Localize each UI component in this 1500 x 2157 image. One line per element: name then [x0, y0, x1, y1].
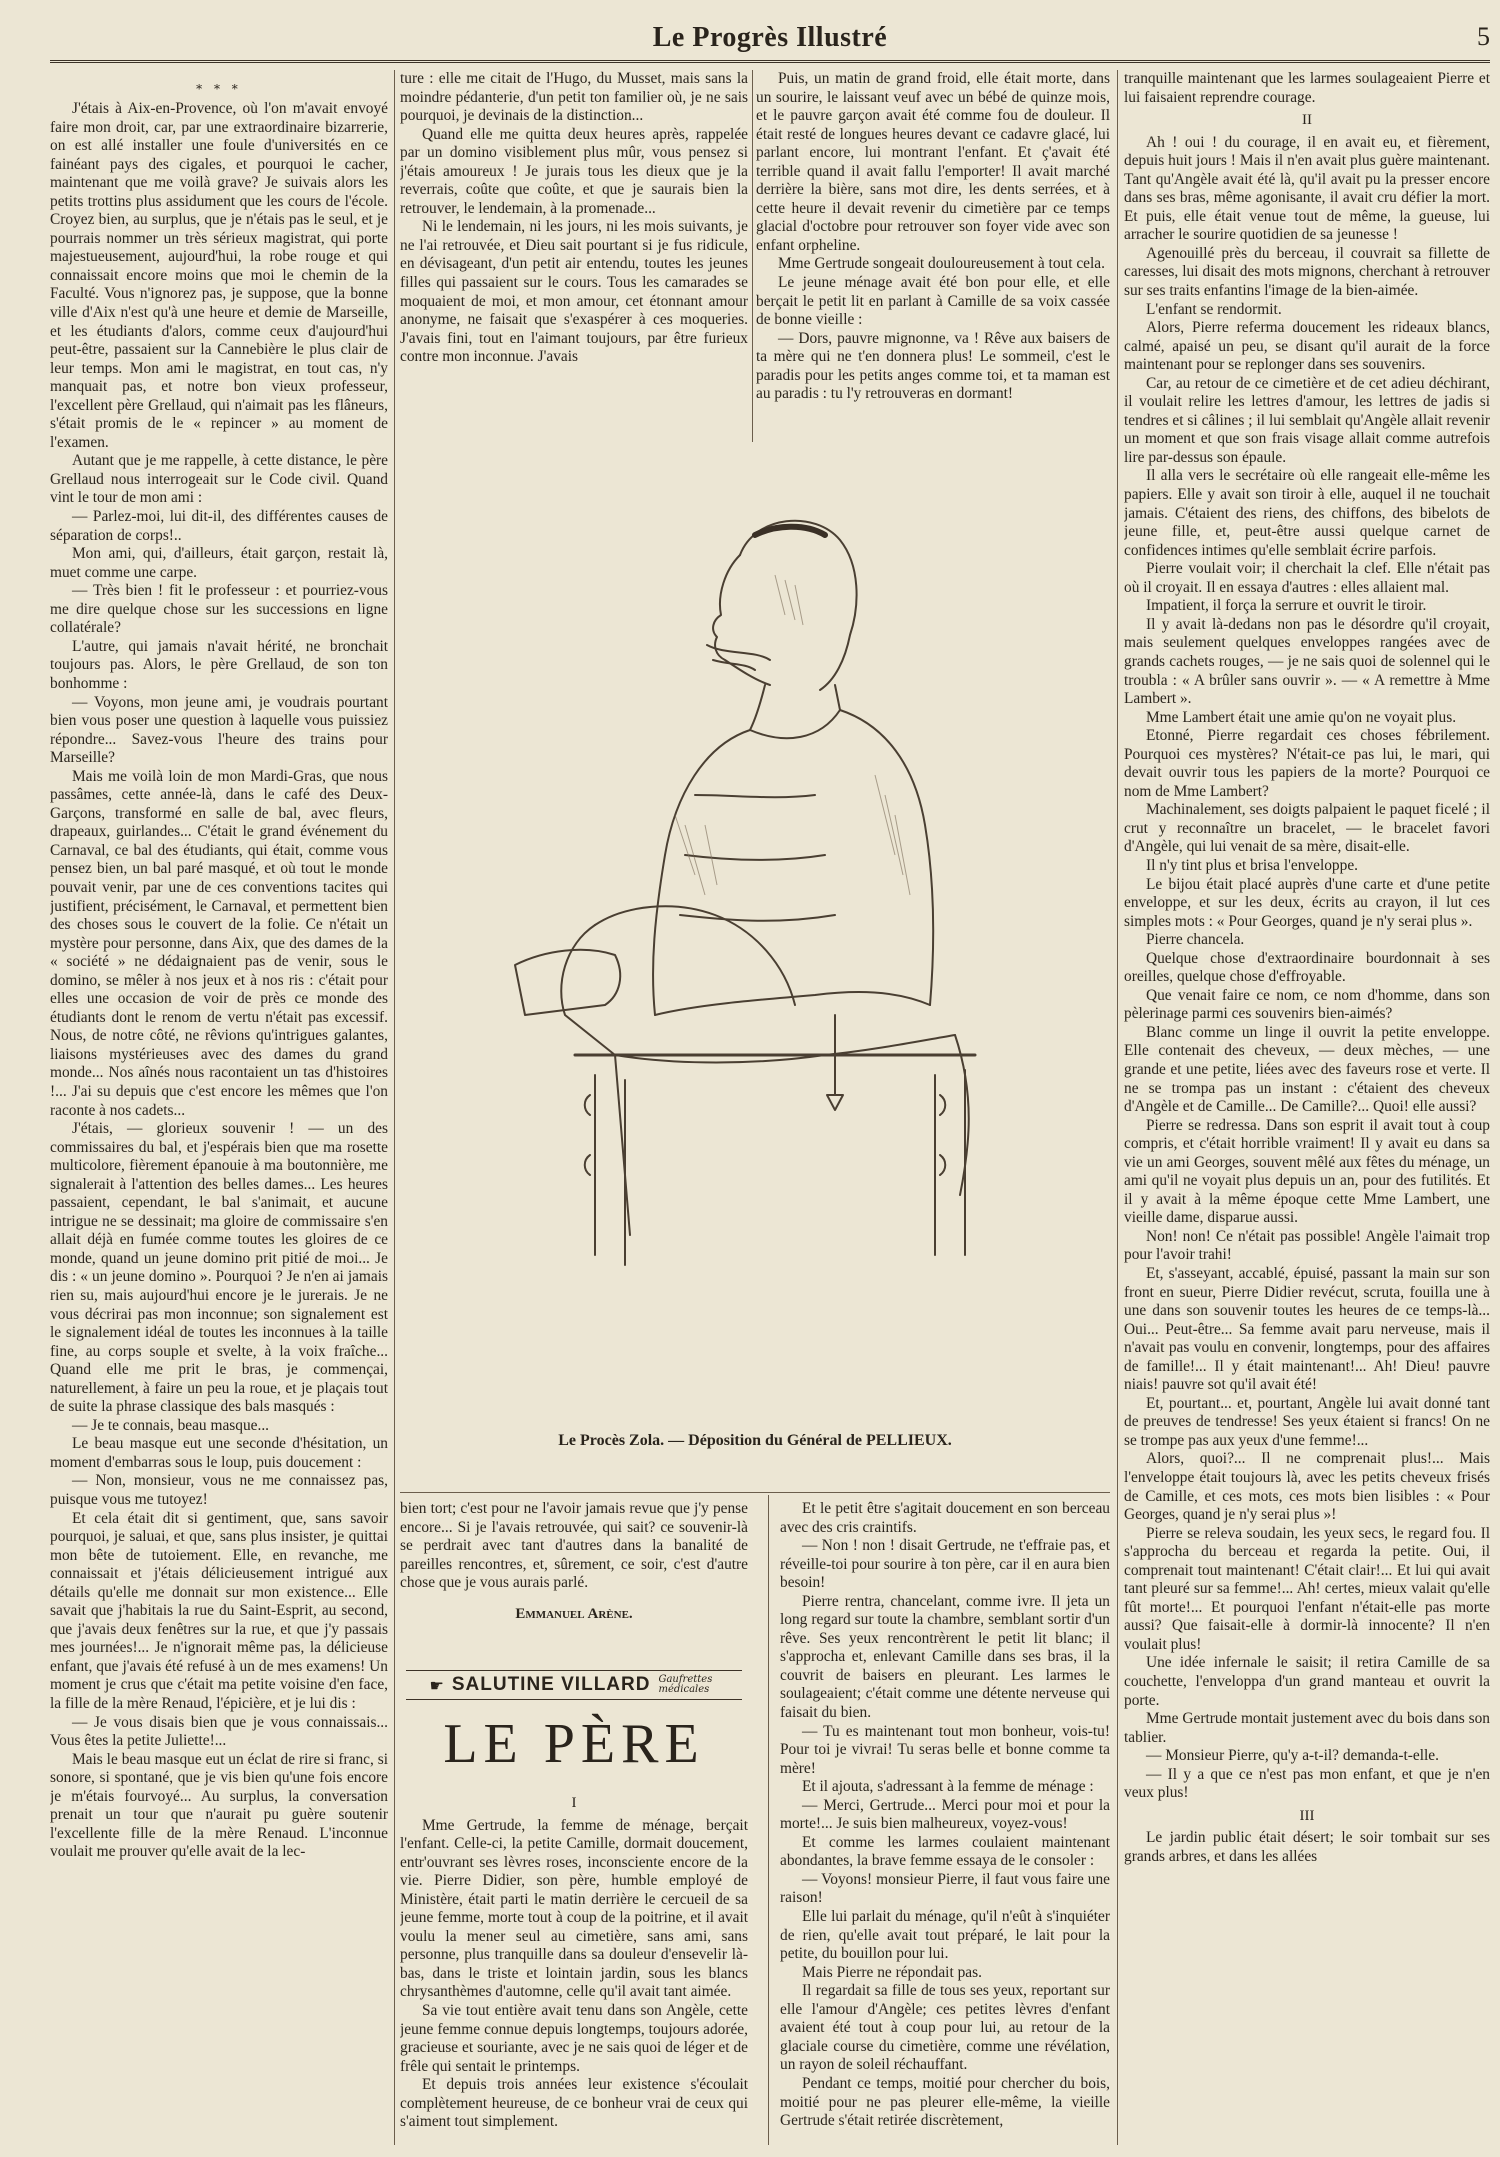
- section-number: I: [571, 1795, 577, 1811]
- paragraph: Le jeune ménage avait été bon pour elle, et elle berçait le petit lit en parlant à Camille de sa voix cassée de bonne vieille :: [756, 274, 1110, 329]
- paragraph: Mme Gertrude songeait douloureusement à tout cela.: [778, 255, 1105, 273]
- paragraph: Ni le lendemain, ni les jours, ni les mois suivants, je ne l'ai retrouvée, et Dieu sait pourtant si je fus ridicule, en dévisageant, d'un petit air entendu, toutes les jeunes filles qui passaient sur le cours. Tous les camarades se moquaient de moi, et mon amour, cet étonnant amour anonyme, ne faisait que s'exaspérer à ces moqueries. J'avais fini, tout en l'aimant toujours, par être furieux contre mon inconnue. J'avais: [400, 218, 748, 366]
- paragraph: Alors, quoi?... Il ne comprenait plus!... Mais l'enveloppe était toujours là, avec les petits cheveux frisés de Camille, et ces mots, ces mots bien lisibles : « Pour Georges, quand je n'y serai plus »!: [1124, 1450, 1490, 1524]
- newspaper-title: Le Progrès Illustré: [652, 22, 888, 53]
- paragraph: tranquille maintenant que les larmes soulageaient Pierre et lui faisaient reprendre courage.: [1124, 70, 1490, 106]
- paragraph: — Non ! non ! disait Gertrude, ne t'effraie pas, et réveille-toi pour sourire à ton père, car il en aura bien besoin!: [780, 1537, 1110, 1592]
- section-number: III: [1299, 1807, 1315, 1824]
- header-rule: [50, 60, 1490, 63]
- paragraph: Quelque chose d'extraordinaire bourdonnait à ses oreilles, quelque chose d'effroyable.: [1124, 949, 1490, 986]
- paragraph: Et le petit être s'agitait doucement en son berceau avec des cris craintifs.: [780, 1500, 1110, 1536]
- paragraph: Pierre voulait voir; il cherchait la clef. Elle n'était pas où il croyait. Il en essaya d'autres : elles allaient mal.: [1124, 560, 1490, 596]
- ad-brand: SALUTINE VILLARD: [451, 1674, 651, 1695]
- paragraph: Le jardin public était désert; le soir tombait sur ses grands arbres, et dans les allées: [1124, 1829, 1490, 1865]
- advertisement-banner: [406, 1670, 742, 1700]
- page-header: [50, 18, 1490, 58]
- paragraph: Machinalement, ses doigts palpaient le paquet ficelé ; il crut y reconnaître un bracelet, — le bracelet favori d'Angèle, qui lui venait de sa mère, disait-elle.: [1124, 801, 1490, 856]
- paragraph: Que venait faire ce nom, ce nom d'homme, dans son pèlerinage parmi ces souvenirs bien-aimés?: [1124, 986, 1490, 1023]
- paragraph: Mais le beau masque eut un éclat de rire si franc, si sonore, si spontané, que je vis bien qu'une fois encore je m'étais fourvoyé... Au surplus, la conversation prenait un tour que n'aurait pu guère soutenir l'excellente fille de la mère Renaud. L'inconnue voulait me prouver qu'elle avait de la lec-: [50, 1750, 388, 1861]
- paragraph: Il regardait sa fille de tous ses yeux, reportant sur elle l'amour d'Angèle; ces petites lèvres d'enfant avaient été tout à coup pour lui, au retour de la glaciale course du cimetière, comme une révélation, un rayon de soleil réchauffant.: [780, 1982, 1110, 2074]
- paragraph: Le beau masque eut une seconde d'hésitation, un moment d'embarras sous le loup, puis doucement :: [50, 1435, 388, 1471]
- paragraph: Pierre se releva soudain, les yeux secs, le regard fou. Il s'approcha du berceau et regarda la petite. Oui, il comprenait tout maintenant! C'était clair!... Et lui qui avait tant pleuré sur sa femme!... Ah! certes, mieux valait qu'elle fût morte!... Et pourquoi l'enfant n'était-elle pas morte aussi? Que faisait-elle à dormir-là innocente? Il n'en voulait plus!: [1124, 1524, 1490, 1653]
- paragraph: ture : elle me citait de l'Hugo, du Musset, mais sans la moindre pédanterie, d'un petit ton familier où, je ne sais pourquoi, je devinais de la distinction...: [400, 70, 748, 125]
- paragraph: Il alla vers le secrétaire où elle rangeait elle-même les papiers. Elle y avait son tiroir à elle, auquel il ne touchait jamais. C'étaient des riens, des chiffons, des bibelots de jeune fille, et, peut-être aussi quelque carnet de confidences intimes qu'elle semblait écrire parfois.: [1124, 467, 1490, 559]
- paragraph: Pierre rentra, chancelant, comme ivre. Il jeta un long regard sur toute la chambre, semblant sortir d'un rêve. Ses yeux rencontrèrent le petit lit blanc; il s'approcha et, enlevant Camille dans ses bras, il la couvrit de baisers en pleurant. Les larmes le soulageaient; c'était comme une détente nerveuse qui faisait du bien.: [780, 1592, 1110, 1722]
- section-number: II: [1302, 112, 1312, 129]
- paragraph: — Je te connais, beau masque...: [72, 1416, 270, 1434]
- section-ornament: * * *: [196, 82, 242, 96]
- paragraph: Et depuis trois années leur existence s'écoulait complètement heureuse, de ce bonheur vrai de ceux qui s'aiment tout simplement.: [400, 2076, 748, 2131]
- author-signature: Emmanuel Arène.: [515, 1605, 633, 1622]
- ad-tagline: Gaufrettes médicales: [658, 1674, 713, 1695]
- paragraph: — Il y a que ce n'est pas mon enfant, et que je n'en veux plus!: [1124, 1765, 1490, 1802]
- paragraph: bien tort; c'est pour ne l'avoir jamais revue que j'y pense encore... Si je l'avais retrouvée, qui sait? ce souvenir-là se perdrait avec tant d'autres dans la banalité de pareilles rencontres, et, sûrement, ce soir, c'est d'autre chose que je vous aurais parlé.: [400, 1500, 748, 1592]
- paragraph: Mais me voilà loin de mon Mardi-Gras, que nous passâmes, cette année-là, dans le café des Deux-Garçons, transformé en salle de bal, avec fleurs, drapeaux, guirlandes... C'était le grand événement du Carnaval, ce bal des étudiants, qui était, comme vous pensez bien, un bal paré masqué, et où tout le monde pouvait venir, par une de ces conventions tacites qui justifient, précisément, le Carnaval, et permettent bien des choses sous le couvert de la folie. Ce n'était un mystère pour personne, dans Aix, que des dames de la « société » ne dédaignaient pas de venir, sous le domino, se mêler à nos jeux et à nos ris : c'était pour elles une occasion de voir de près ce monde des étudiants dont le renom de vertu n'était pas excessif. Nous, de notre côté, ne rêvions qu'intrigues galantes, liaisons mystérieuses avec des dames du grand monde... Nos aînés nous racontaient un tas d'histoires !... J'ai su depuis que c'est encore les mêmes que l'on raconte à nos cadets...: [50, 767, 388, 1119]
- caption-rule: [400, 1492, 1110, 1493]
- paragraph: — Merci, Gertrude... Merci pour moi et pour la morte!... Je suis bien malheureux, voyez-vous!: [780, 1796, 1110, 1833]
- paragraph: Impatient, il força la serrure et ouvrit le tiroir.: [1146, 597, 1427, 615]
- paragraph: Et, s'asseyant, accablé, épuisé, passant la main sur son front en sueur, Pierre Didier revécut, scruta, fouilla une à une dans son souvenir toutes les heures de ce temps-là... Oui... Peut-être... Sa femme avait paru nerveuse, mais il n'avait pas voulu en convenir, longtemps, pour des affaires de famille!... Il y était maintenant!... Ah! Dieu! pauvre niais! pauvre sot qu'il avait été!: [1124, 1265, 1490, 1394]
- paragraph: — Tu es maintenant tout mon bonheur, vois-tu! Pour toi je vivrai! Tu seras belle et bonne comme ta mère!: [780, 1722, 1110, 1777]
- story-column-3-top: [756, 70, 1110, 440]
- paragraph: — Voyons! monsieur Pierre, il faut vous faire une raison!: [780, 1870, 1110, 1907]
- paragraph: — Très bien ! fit le professeur : et pourriez-vous me dire quelque chose sur les successions en ligne collatérale?: [50, 582, 388, 637]
- story-column-3-bottom: [780, 1500, 1110, 2145]
- paragraph: Agenouillé près du berceau, il couvrait sa fillette de caresses, lui disait des mots mignons, cherchant à retrouver sur ses traits enfantins l'image de la bien-aimée.: [1124, 244, 1490, 300]
- paragraph: Sa vie tout entière avait tenu dans son Angèle, cette jeune femme connue depuis longtemps, toujours adorée, gracieuse et souriante, avec je ne sais quoi de léger et de frêle qui sentait le printemps.: [400, 2002, 748, 2075]
- paragraph: Une idée infernale le saisit; il retira Camille de sa couchette, l'enveloppa d'un grand manteau et ouvrit la porte.: [1124, 1654, 1490, 1709]
- paragraph: Le bijou était placé auprès d'une carte et d'une petite enveloppe, et sur les deux, écrits au crayon, il lut ces simples mots : « Pour Georges, quand je n'y serai plus ».: [1124, 875, 1490, 930]
- paragraph: J'étais, — glorieux souvenir ! — un des commissaires du bal, et j'espérais bien que ma rosette multicolore, fièrement épanouie à ma boutonnière, me signalerait à l'attention des belles dames... Les heures passaient, cependant, le bal s'animait, et aucune intrigue ne se dessinait; ma gloire de commissaire s'en allait déjà en fumée comme toutes les gloires de ce monde, quand un jeune domino prit pitié de moi... Je dis : « un jeune domino ». Pourquoi ? Je n'en ai jamais rien su, mais aujourd'hui encore je le jurerais. Je ne vous décrirai pas mon inconnue; son signalement est le signalement idéal de toutes les inconnues à la taille fine, au corps souple et svelte, à la voix fraîche... Quand elle me prit le bras, je commençai, naturellement, à faire un peu la roue, et je plaçais tout de suite la phrase classique des bals masqués :: [50, 1120, 388, 1416]
- paragraph: Quand elle me quitta deux heures après, rappelée par un domino visiblement plus mûr, vous pensez si j'étais amoureux ! Je jurais tous les dieux que je la reverrais, coûte que coûte, et que je saurais bien la retrouver, le lendemain, à la promenade...: [400, 125, 748, 217]
- paragraph: — Monsieur Pierre, qu'y a-t-il? demanda-t-elle.: [1146, 1747, 1439, 1765]
- general-portrait-illustration: [455, 495, 1055, 1395]
- paragraph: Mme Gertrude, la femme de ménage, berçait l'enfant. Celle-ci, la petite Camille, dormait doucement, entr'ouvrant ses lèvres roses, inconsciente encore de la vie. Pierre Didier, son père, humble employé de Ministère, était parti le matin derrière le cercueil de sa jeune femme, morte tout à coup de la poitrine, et il avait voulu la mener seul au cimetière, sans ami, sans personne, plus tranquille dans sa douleur d'ensevelir là-bas, dans le triste et lointain jardin, sous les blancs chrysanthèmes d'automne, celle qu'il avait tant aimée.: [400, 1816, 748, 2001]
- paragraph: Alors, Pierre referma doucement les rideaux blancs, calmé, apaisé un peu, se disant qu'il aurait de la force maintenant pour se replonger dans ses souvenirs.: [1124, 319, 1490, 374]
- paragraph: Pierre chancela.: [1146, 931, 1245, 949]
- paragraph: — Parlez-moi, lui dit-il, des différentes causes de séparation de corps!..: [50, 508, 388, 544]
- pointing-hand-icon: ☛: [429, 1675, 444, 1695]
- paragraph: Pendant ce temps, moitié pour chercher du bois, moitié pour ne pas pleurer elle-même, la vieille Gertrude s'était retirée discrètement,: [780, 2074, 1110, 2130]
- paragraph: Non! non! Ce n'était pas possible! Angèle l'aimait trop pour l'avoir trahi!: [1124, 1227, 1490, 1264]
- paragraph: Et comme les larmes coulaient maintenant abondantes, la brave femme essaya de le consoler :: [780, 1833, 1110, 1870]
- paragraph: — Non, monsieur, vous ne me connaissez pas, puisque vous me tutoyez!: [50, 1472, 388, 1509]
- paragraph: Mon ami, qui, d'ailleurs, était garçon, restait là, muet comme une carpe.: [50, 545, 388, 581]
- article-column-1: [50, 100, 388, 2145]
- paragraph: Car, au retour de ce cimetière et de cet adieu déchirant, il voulait relire les lettres d'amour, les lettres de jadis si tendres et si câlines ; il lui semblait qu'Angèle allait revenir un moment et que son frais visage allait comme autrefois lire par-dessus son épaule.: [1124, 374, 1490, 466]
- story-title: LE PÈRE: [443, 1713, 705, 1775]
- paragraph: L'autre, qui jamais n'avait hérité, ne bronchait toujours pas. Alors, le père Grellaud, de son ton bonhomme :: [50, 637, 388, 692]
- illustration-caption: Le Procès Zola. — Déposition du Général de PELLIEUX.: [558, 1432, 952, 1449]
- paragraph: Il n'y tint plus et brisa l'enveloppe.: [1146, 856, 1358, 874]
- paragraph: Elle lui parlait du ménage, qu'il n'eût à s'inquiéter de rien, qu'elle avait tout préparé, le lait pour la petite, du bouillon pour lui.: [780, 1908, 1110, 1963]
- paragraph: Il y avait là-dedans non pas le désordre qu'il croyait, mais seulement quelques enveloppes rangées avec de grands cachets rouges, — je ne sais quoi de solennel qui le troubla : « A brûler sans ouvrir ». — « A remettre à Mme Lambert ».: [1124, 615, 1490, 708]
- paragraph: Et cela était dit si gentiment, que, sans savoir pourquoi, je saluai, et que, sans plus insister, je quittai mon bête de tutoiement. Elle, en revanche, me connaissait et j'étais délicieusement intrigué aux détails qu'elle me donnait sur mon existence... Elle savait que j'habitais la rue du Saint-Esprit, au second, que j'avais deux fenêtres sur la rue, et que j'y passais mes journées!... Je n'ignorait même pas, la délicieuse enfant, que j'avais été refusé à un de mes examens! Un moment je crus que c'était ma petite voisine d'en face, la fille de la mère Renaud, l'épicière, et je lui dis :: [50, 1509, 388, 1713]
- story-column-2-bottom: [400, 1790, 748, 2145]
- paragraph: L'enfant se rendormit.: [1146, 300, 1282, 318]
- paragraph: J'étais à Aix-en-Provence, où l'on m'avait envoyé faire mon droit, car, par une extraordinaire bizarrerie, on est allé installer une foule d'universités en ce fainéant pays des cigales, et pourquoi le cacher, maintenant que me voilà grave? Je suivais alors les petits trottins plus assidument que les cours de l'école. Croyez bien, au surplus, que je n'étais pas le seul, et je pourrais nommer un très sérieux magistrat, qui porte majestueusement, aujourd'hui, la robe rouge et qui connaissait encore moins que moi le chemin de la Faculté. Vous n'ignorez pas, je suppose, que la bonne ville d'Aix n'est qu'à une heure et demie de Marseille, et les étudiants d'alors, comme ceux d'aujourd'hui peut-être, passaient sur la Cannebière le plus clair de leur temps. Mon ami le magistrat, en tout cas, n'y manquait pas, et notre bon vieux professeur, l'excellent père Grellaud, qui n'aimait pas les flâneurs, s'était promis de le « repincer » au moment de l'examen.: [50, 100, 388, 451]
- paragraph: — Je vous disais bien que je vous connaissais... Vous êtes la petite Juliette!...: [50, 1713, 388, 1750]
- story-column-4: [1124, 70, 1490, 2145]
- paragraph: — Dors, pauvre mignonne, va ! Rêve aux baisers de ta mère qui ne t'en donnera plus! Le sommeil, c'est le paradis pour les petits anges comme toi, et ta maman est au paradis : tu l'y retrouveras en dormant!: [756, 329, 1110, 403]
- paragraph: Pierre se redressa. Dans son esprit il avait tout à coup compris, et c'était horrible vraiment! Il y avait eu dans sa vie un ami Georges, souvent mêlé aux fêtes du ménage, un ami qu'il ne voyait plus depuis un an, pour des futilités. Et il y avait à la même époque cette Mme Lambert, une vieille dame, disparue aussi.: [1124, 1116, 1490, 1227]
- paragraph: Ah ! oui ! du courage, il en avait eu, et fièrement, depuis huit jours ! Mais il n'en avait plus guère maintenant. Tant qu'Angèle avait été là, qu'il avait pu la presser encore dans ses bras, même agonisante, il avait cru défier la mort. Et puis, elle était venue tout de même, la gueuse, lui arracher le sourire quotidien de sa jeunesse !: [1124, 133, 1490, 244]
- paragraph: Mme Lambert était une amie qu'on ne voyait plus.: [1146, 708, 1457, 726]
- paragraph: Autant que je me rappelle, à cette distance, le père Grellaud nous interrogeait sur le Code civil. Quand vint le tour de mon ami :: [50, 452, 388, 507]
- paragraph: Blanc comme un linge il ouvrit la petite enveloppe. Elle contenait des cheveux, — deux mèches, — une grande et une petite, liées avec des faveurs rose et verte. Il ne se trompa pas un instant : c'étaient des cheveux d'Angèle et de Camille... De Camille?... Quoi! elle aussi?: [1124, 1023, 1490, 1116]
- paragraph: — Voyons, mon jeune ami, je voudrais pourtant bien vous poser une question à laquelle vous puissiez répondre... Savez-vous l'heure des trains pour Marseille?: [50, 693, 388, 767]
- page-number: 5: [1477, 22, 1490, 51]
- column-divider: [752, 70, 753, 442]
- paragraph: Et il ajouta, s'adressant à la femme de ménage :: [802, 1778, 1094, 1796]
- paragraph: Mais Pierre ne répondait pas.: [802, 1963, 982, 1981]
- article-column-2-top: [400, 70, 748, 442]
- paragraph: Etonné, Pierre regardait ces choses fébrilement. Pourquoi ces mystères? N'était-ce pas lui, le mari, qui devait ouvrir tous les papiers de la morte? Pourquoi ce nom de Mme Lambert?: [1124, 727, 1490, 800]
- paragraph: Puis, un matin de grand froid, elle était morte, dans un sourire, le laissant veuf avec un bébé de quinze mois, et le pauvre garçon avait été comme fou de douleur. Il était resté de longues heures devant ce cadavre glacé, lui parlant encore, lui montrant l'enfant. Et ç'avait été terrible quand il avait fallu l'emporter! Il avait marché derrière la bière, sans mot dire, les dents serrées, et à cette heure il devait revenir du cimetière par ce temps glacial d'octobre pour retrouver son foyer vide avec son enfant orpheline.: [756, 70, 1110, 254]
- paragraph: Mme Gertrude montait justement avec du bois dans son tablier.: [1124, 1710, 1490, 1746]
- column-divider: [1117, 70, 1118, 2145]
- paragraph: Et, pourtant... et, pourtant, Angèle lui avait donné tant de preuves de tendresse! Ses yeux étaient si francs! On ne se trompe pas aux yeux d'une femme!...: [1124, 1394, 1490, 1449]
- column-divider: [394, 70, 395, 2145]
- column-divider: [768, 1495, 769, 2145]
